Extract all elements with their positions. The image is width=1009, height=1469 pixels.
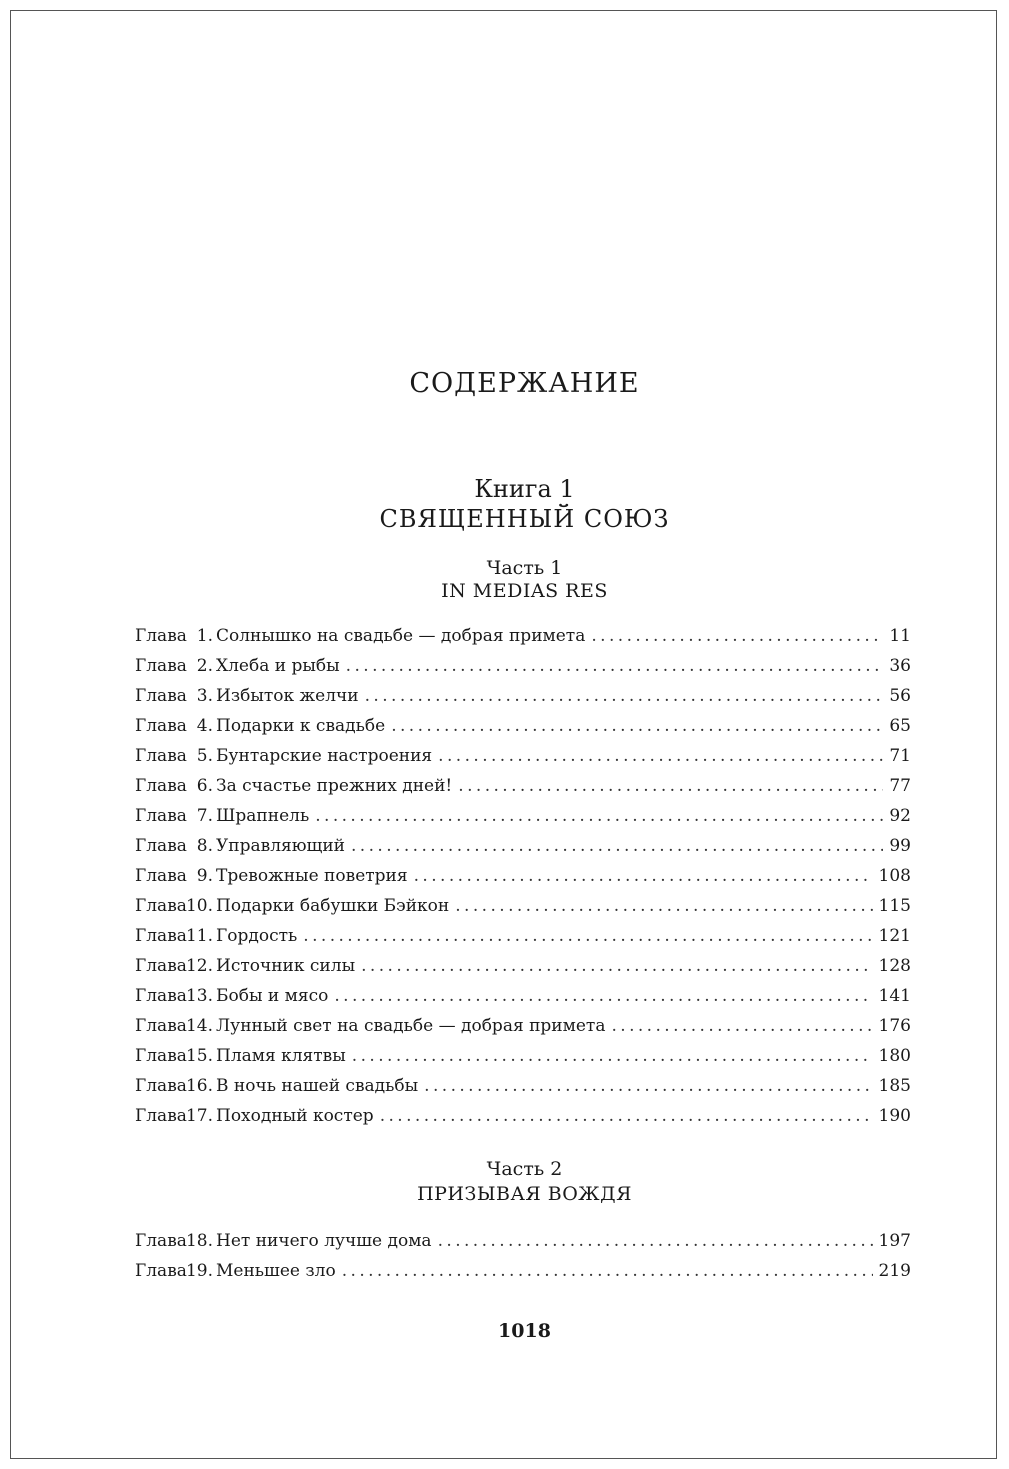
chapter-number: 2.	[196, 656, 213, 676]
chapter-title: Бунтарские настроения	[216, 746, 433, 766]
chapter-page: 92	[889, 806, 911, 826]
leader-dots	[315, 806, 883, 826]
chapter-number: 11.	[185, 926, 213, 946]
leader-dots	[334, 986, 872, 1006]
toc-entry	[135, 626, 911, 656]
chapter-page: 56	[889, 686, 911, 706]
toc-entry	[135, 836, 911, 866]
toc-entry	[135, 1076, 911, 1106]
leader-dots	[458, 776, 883, 796]
toc-entry	[135, 1016, 911, 1046]
chapter-title: Хлеба и рыбы	[216, 656, 340, 676]
part2-title: ПРИЗЫВАЯ ВОЖДЯ	[417, 1183, 632, 1205]
chapter-number: 8.	[196, 836, 213, 856]
chapter-number: 7.	[196, 806, 213, 826]
chapter-page: 65	[889, 716, 911, 736]
chapter-title: Походный костер	[216, 1106, 374, 1126]
chapter-word: Глава	[135, 1046, 187, 1066]
leader-dots	[611, 1016, 872, 1036]
chapter-title: Пламя клятвы	[216, 1046, 346, 1066]
chapter-page: 108	[878, 866, 911, 886]
chapter-word: Глава	[135, 716, 187, 736]
chapter-word: Глава	[135, 986, 187, 1006]
page-number: 1018	[498, 1320, 551, 1342]
toc-entry	[135, 1231, 911, 1261]
toc-entry	[135, 716, 911, 746]
chapter-page: 71	[889, 746, 911, 766]
chapter-title: Подарки бабушки Бэйкон	[216, 896, 450, 916]
toc-entry	[135, 686, 911, 716]
chapter-page: 99	[889, 836, 911, 856]
chapter-number: 10.	[185, 896, 213, 916]
part2-label: Часть 2	[486, 1158, 563, 1180]
chapter-page: 11	[889, 626, 911, 646]
toc-entry	[135, 1046, 911, 1076]
toc-entry	[135, 896, 911, 926]
chapter-word: Глава	[135, 836, 187, 856]
leader-dots	[346, 656, 884, 676]
leader-dots	[361, 956, 872, 976]
chapter-title: Гордость	[216, 926, 298, 946]
leader-dots	[455, 896, 872, 916]
leader-dots	[365, 686, 884, 706]
chapter-title: Тревожные поветрия	[216, 866, 408, 886]
chapter-page: 36	[889, 656, 911, 676]
leader-dots	[591, 626, 883, 646]
chapter-number: 15.	[185, 1046, 213, 1066]
chapter-number: 1.	[196, 626, 213, 646]
chapter-title: Нет ничего лучше дома	[216, 1231, 432, 1251]
chapter-title: В ночь нашей свадьбы	[216, 1076, 419, 1096]
chapter-word: Глава	[135, 806, 187, 826]
leader-dots	[391, 716, 883, 736]
leader-dots	[342, 1261, 873, 1281]
chapter-page: 180	[878, 1046, 911, 1066]
chapter-number: 12.	[185, 956, 213, 976]
chapter-word: Глава	[135, 656, 187, 676]
chapter-word: Глава	[135, 1016, 187, 1036]
chapter-page: 128	[878, 956, 911, 976]
leader-dots	[438, 1231, 873, 1251]
part2-chapter-list	[135, 1231, 911, 1291]
chapter-number: 9.	[196, 866, 213, 886]
chapter-page: 115	[878, 896, 911, 916]
toc-entry	[135, 866, 911, 896]
part1-label: Часть 1	[486, 557, 563, 579]
chapter-title: Управляющий	[216, 836, 345, 856]
chapter-word: Глава	[135, 626, 187, 646]
chapter-word: Глава	[135, 776, 187, 796]
chapter-title: Меньшее зло	[216, 1261, 336, 1281]
chapter-word: Глава	[135, 1106, 187, 1126]
chapter-word: Глава	[135, 896, 187, 916]
chapter-page: 176	[878, 1016, 911, 1036]
chapter-word: Глава	[135, 1261, 187, 1281]
chapter-title: Подарки к свадьбе	[216, 716, 386, 736]
chapter-word: Глава	[135, 956, 187, 976]
chapter-title: Солнышко на свадьбе — добрая примета	[216, 626, 586, 646]
leader-dots	[352, 1046, 873, 1066]
book-label: Книга 1	[474, 475, 575, 503]
chapter-number: 4.	[196, 716, 213, 736]
chapter-title: Бобы и мясо	[216, 986, 329, 1006]
chapter-title: За счастье прежних дней!	[216, 776, 453, 796]
chapter-title: Шрапнель	[216, 806, 310, 826]
toc-entry	[135, 1261, 911, 1291]
part1-chapter-list	[135, 626, 911, 1136]
toc-entry	[135, 806, 911, 836]
chapter-word: Глава	[135, 686, 187, 706]
toc-entry	[135, 956, 911, 986]
chapter-number: 14.	[185, 1016, 213, 1036]
book-title: СВЯЩЕННЫЙ СОЮЗ	[379, 505, 670, 533]
toc-entry	[135, 746, 911, 776]
leader-dots	[303, 926, 872, 946]
chapter-number: 18.	[185, 1231, 213, 1251]
chapter-number: 19.	[185, 1261, 213, 1281]
contents-heading: СОДЕРЖАНИЕ	[409, 368, 640, 399]
chapter-title: Лунный свет на свадьбе — добрая примета	[216, 1016, 606, 1036]
chapter-number: 6.	[196, 776, 213, 796]
chapter-number: 3.	[196, 686, 213, 706]
part1-title: IN MEDIAS RES	[441, 580, 608, 602]
chapter-number: 16.	[185, 1076, 213, 1096]
chapter-page: 141	[878, 986, 911, 1006]
chapter-page: 121	[878, 926, 911, 946]
chapter-page: 185	[878, 1076, 911, 1096]
toc-entry	[135, 1106, 911, 1136]
chapter-word: Глава	[135, 1231, 187, 1251]
leader-dots	[438, 746, 883, 766]
chapter-number: 13.	[185, 986, 213, 1006]
chapter-number: 17.	[185, 1106, 213, 1126]
toc-entry	[135, 926, 911, 956]
chapter-title: Источник силы	[216, 956, 356, 976]
chapter-title: Избыток желчи	[216, 686, 359, 706]
chapter-page: 197	[878, 1231, 911, 1251]
chapter-word: Глава	[135, 926, 187, 946]
chapter-number: 5.	[196, 746, 213, 766]
chapter-word: Глава	[135, 866, 187, 886]
leader-dots	[380, 1106, 873, 1126]
chapter-word: Глава	[135, 746, 187, 766]
leader-dots	[414, 866, 873, 886]
toc-entry	[135, 776, 911, 806]
toc-entry	[135, 986, 911, 1016]
chapter-page: 190	[878, 1106, 911, 1126]
toc-entry	[135, 656, 911, 686]
leader-dots	[351, 836, 883, 856]
leader-dots	[424, 1076, 872, 1096]
chapter-word: Глава	[135, 1076, 187, 1096]
chapter-page: 219	[878, 1261, 911, 1281]
chapter-page: 77	[889, 776, 911, 796]
